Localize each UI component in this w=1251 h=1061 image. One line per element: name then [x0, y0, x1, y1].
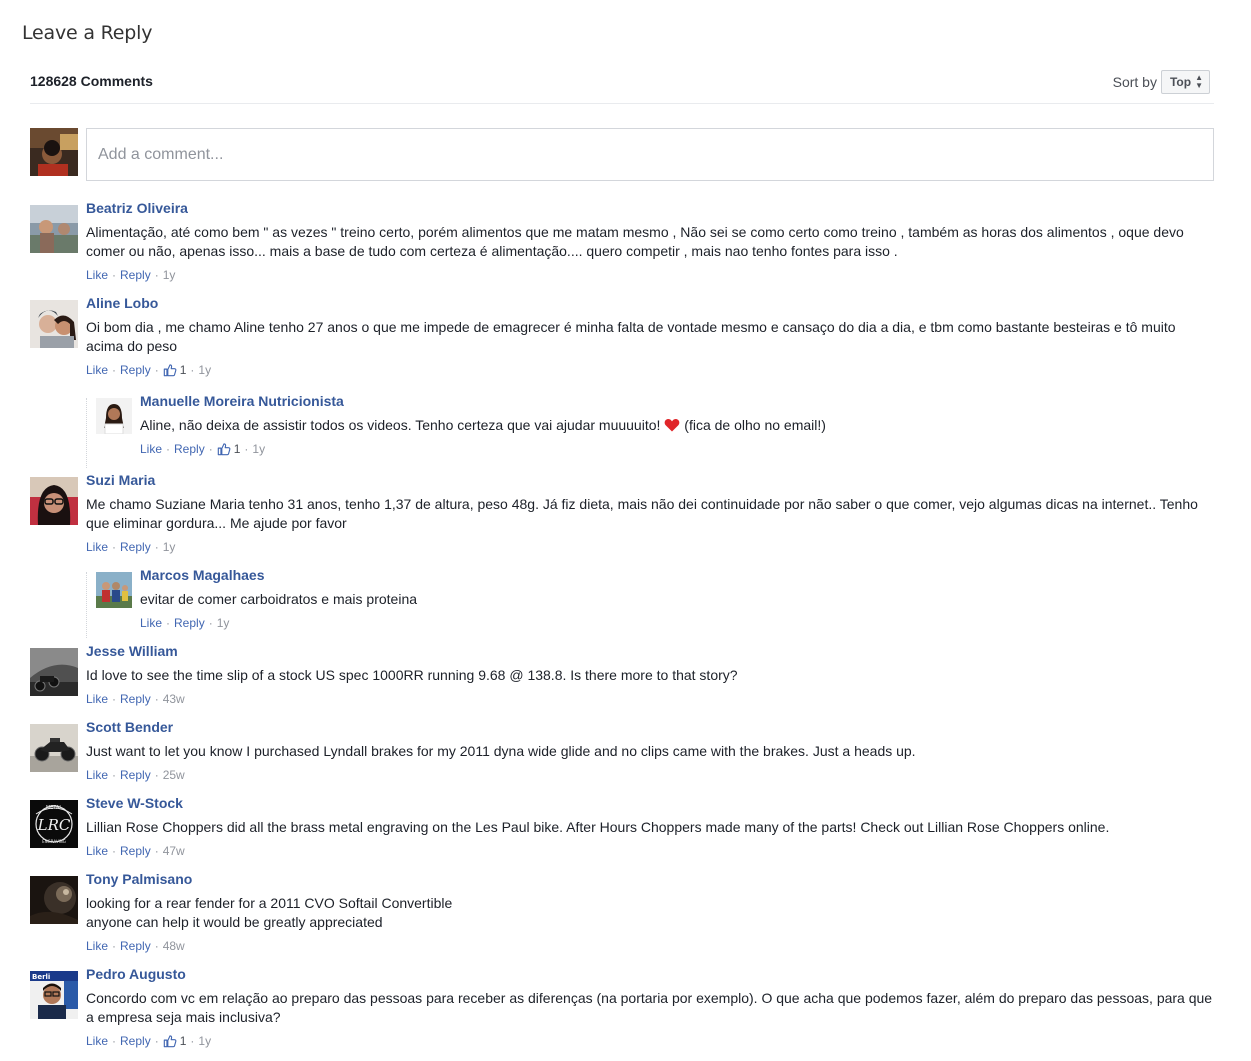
- like-link[interactable]: Like: [86, 268, 109, 282]
- comments-count: 128628 Comments: [30, 73, 153, 89]
- comment-actions: [86, 938, 1214, 954]
- comment-actions: [86, 843, 1214, 859]
- like-link[interactable]: Like: [86, 1034, 109, 1048]
- comment-author[interactable]: Manuelle Moreira Nutricionista: [140, 393, 344, 409]
- avatar[interactable]: [30, 724, 78, 772]
- comment-text-part: Aline, não deixa de assistir todos os videos. Tenho certeza que vai ajudar muuuuito!: [140, 417, 661, 433]
- comment-actions: [140, 615, 1214, 631]
- like-count-value: 1: [179, 363, 187, 377]
- separator: ·: [112, 939, 117, 953]
- comment-actions: [86, 539, 1214, 555]
- reply-link[interactable]: Reply: [120, 363, 151, 377]
- comment-time[interactable]: 25w: [162, 768, 185, 782]
- comment-author[interactable]: Jesse William: [86, 643, 178, 659]
- sort-control: [1113, 70, 1210, 94]
- comment-text: Alimentação, até como bem " as vezes " treino certo, porém alimentos que me matam mesmo , Não sei se como certo como treino , também as horas dos alimentos , oque devo comer ou não, apenas isso... mais a base de tudo com certeza é alimentação.... quero competir , mais nao tenho fontes para isso .: [86, 224, 1184, 259]
- separator: ·: [112, 844, 117, 858]
- thumbs-up-icon: [217, 442, 231, 456]
- like-link[interactable]: Like: [140, 616, 163, 630]
- separator: ·: [190, 1034, 195, 1048]
- heart-emoji-icon: [664, 418, 680, 432]
- comment-time[interactable]: 47w: [162, 844, 185, 858]
- separator: ·: [112, 768, 117, 782]
- separator: ·: [154, 939, 159, 953]
- comment-time[interactable]: 43w: [162, 692, 185, 706]
- sort-label: Sort by: [1112, 74, 1157, 90]
- reply-link[interactable]: Reply: [120, 1034, 151, 1048]
- comment-author[interactable]: Tony Palmisano: [86, 871, 193, 887]
- separator: ·: [166, 442, 171, 456]
- avatar[interactable]: [96, 398, 132, 434]
- avatar[interactable]: [30, 477, 78, 525]
- comment-time[interactable]: 1y: [252, 442, 266, 456]
- like-link[interactable]: Like: [86, 768, 109, 782]
- separator: ·: [154, 844, 159, 858]
- separator: ·: [166, 616, 171, 630]
- separator: ·: [112, 540, 117, 554]
- reply-link[interactable]: Reply: [120, 692, 151, 706]
- comment-text: Id love to see the time slip of a stock US spec 1000RR running 9.68 @ 138.8. Is there more to that story?: [86, 667, 738, 683]
- avatar-logo-text: LRC: [37, 816, 71, 834]
- comment-actions: [86, 767, 1214, 783]
- like-count-value: 1: [179, 1034, 187, 1048]
- thumbs-up-icon: [163, 1034, 177, 1048]
- reply-link[interactable]: Reply: [174, 442, 205, 456]
- comment-text-line: anyone can help it would be greatly appreciated: [86, 914, 383, 930]
- comment-actions: [86, 1033, 1214, 1049]
- separator: ·: [154, 1034, 159, 1048]
- separator: ·: [190, 363, 195, 377]
- comment-time[interactable]: 1y: [162, 540, 176, 554]
- separator: ·: [112, 692, 117, 706]
- like-count[interactable]: [217, 441, 241, 457]
- comment-author[interactable]: Marcos Magalhaes: [140, 567, 265, 583]
- like-count[interactable]: [163, 1033, 187, 1049]
- avatar[interactable]: [96, 572, 132, 608]
- reply-link[interactable]: Reply: [120, 540, 151, 554]
- comment-actions: [86, 362, 1214, 378]
- separator: ·: [112, 268, 117, 282]
- comment-time[interactable]: 1y: [198, 363, 212, 377]
- avatar-logo-top: METAL: [45, 805, 63, 811]
- comment-author[interactable]: Aline Lobo: [86, 295, 159, 311]
- comment-text: Lillian Rose Choppers did all the brass metal engraving on the Les Paul bike. After Hours Choppers made many of the parts! Check out Lillian Rose Choppers online.: [86, 819, 1110, 835]
- separator: ·: [208, 442, 213, 456]
- separator: ·: [244, 442, 249, 456]
- comment-actions: [86, 691, 1214, 707]
- comment-time[interactable]: 1y: [198, 1034, 212, 1048]
- separator: ·: [154, 540, 159, 554]
- comment-author[interactable]: Steve W-Stock: [86, 795, 183, 811]
- comment-input[interactable]: [86, 128, 1214, 181]
- reply-link[interactable]: Reply: [120, 268, 151, 282]
- comment-text: Me chamo Suziane Maria tenho 31 anos, tenho 1,37 de altura, peso 48g. Já fiz dieta, mais não dei continuidade por não saber o que comer, vejo algumas dicas na internet.. Tenho que eliminar gordura... Me ajude por favor: [86, 496, 1198, 531]
- reply-link[interactable]: Reply: [120, 939, 151, 953]
- reply-item: [86, 393, 1214, 468]
- avatar[interactable]: [30, 971, 78, 1019]
- comment-text: Just want to let you know I purchased Lyndall brakes for my 2011 dyna wide glide and no clips came with the brakes. Just a heads up.: [86, 743, 916, 759]
- separator: ·: [154, 363, 159, 377]
- current-user-avatar: [30, 128, 78, 176]
- comment-text: Oi bom dia , me chamo Aline tenho 27 anos o que me impede de emagrecer é minha falta de vontade mesmo e cansaço do dia a dia, e tbm como bastante besteiras e tô muito acima do peso: [86, 319, 1176, 354]
- reply-link[interactable]: Reply: [174, 616, 205, 630]
- comment-text: [86, 894, 1214, 932]
- separator: ·: [154, 692, 159, 706]
- page-heading: Leave a Reply: [22, 22, 153, 44]
- avatar[interactable]: [30, 300, 78, 348]
- comment-time[interactable]: 48w: [162, 939, 185, 953]
- comment-author[interactable]: Beatriz Oliveira: [86, 200, 188, 216]
- like-link[interactable]: Like: [86, 363, 109, 377]
- separator: ·: [112, 363, 117, 377]
- avatar[interactable]: [30, 205, 78, 253]
- comment-text: [140, 416, 1214, 435]
- sort-selected-value: Top: [1169, 75, 1192, 89]
- like-link[interactable]: Like: [86, 939, 109, 953]
- separator: ·: [112, 1034, 117, 1048]
- comment-text: evitar de comer carboidratos e mais proteina: [140, 591, 418, 607]
- avatar[interactable]: [30, 648, 78, 696]
- thumbs-up-icon: [163, 363, 177, 377]
- separator: ·: [154, 268, 159, 282]
- like-link[interactable]: Like: [86, 692, 109, 706]
- avatar[interactable]: [30, 800, 78, 848]
- like-count[interactable]: [163, 362, 187, 378]
- comment-actions: [140, 441, 1214, 457]
- comment-time[interactable]: 1y: [216, 616, 230, 630]
- reply-item: [86, 567, 1214, 638]
- sort-caret-icon: ▲ ▼: [1195, 73, 1203, 90]
- sort-select[interactable]: [1161, 70, 1210, 94]
- avatar-banner-text: Berli: [32, 973, 51, 981]
- like-link[interactable]: Like: [86, 540, 109, 554]
- comment-text-line: looking for a rear fender for a 2011 CVO Softail Convertible: [86, 895, 453, 911]
- comment-author[interactable]: Pedro Augusto: [86, 966, 186, 982]
- separator: ·: [154, 768, 159, 782]
- reply-link[interactable]: Reply: [120, 844, 151, 858]
- comment-text: Concordo com vc em relação ao preparo das pessoas para receber as diferenças (na portaria por exemplo). O que acha que podemos fazer, além do preparo das pessoas, para que a empresa seja mais inclusiva?: [86, 990, 1213, 1025]
- comments-header: [30, 70, 1214, 104]
- avatar-logo-bottom: ENGRAVING: [42, 839, 66, 844]
- comment-time[interactable]: 1y: [162, 268, 176, 282]
- avatar[interactable]: [30, 876, 78, 924]
- comment-actions: [86, 267, 1214, 283]
- like-link[interactable]: Like: [140, 442, 163, 456]
- separator: ·: [208, 616, 213, 630]
- reply-link[interactable]: Reply: [120, 768, 151, 782]
- like-count-value: 1: [233, 442, 241, 456]
- comment-composer: [30, 128, 1214, 181]
- comment-text-part: (fica de olho no email!): [684, 417, 826, 433]
- like-link[interactable]: Like: [86, 844, 109, 858]
- comment-author[interactable]: Suzi Maria: [86, 472, 156, 488]
- comment-author[interactable]: Scott Bender: [86, 719, 174, 735]
